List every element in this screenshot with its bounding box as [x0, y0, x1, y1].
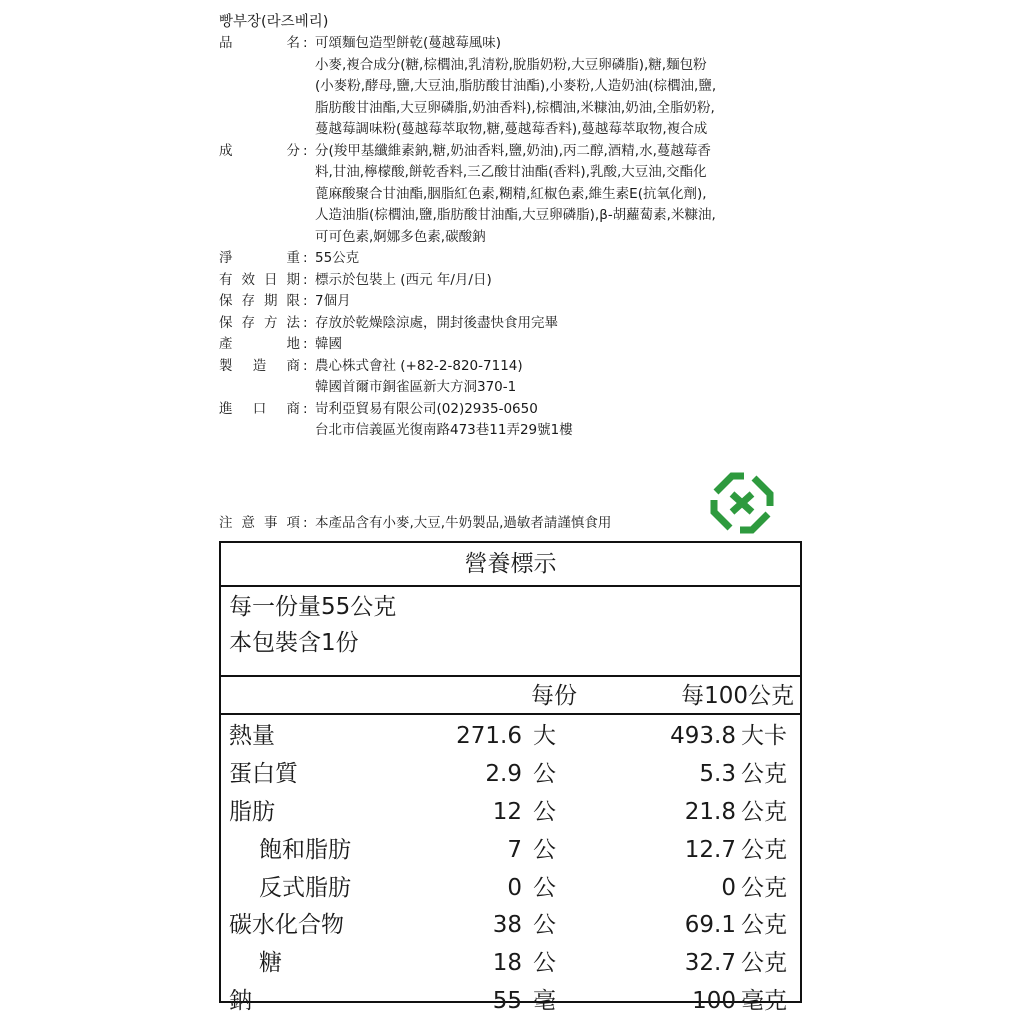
info-label	[219, 55, 300, 141]
per-100g-value: 5.3	[699, 760, 736, 787]
notice-label: 注 意 事 項	[219, 515, 300, 531]
info-value-line: 料,甘油,檸檬酸,餅乾香料,三乙酸甘油酯(香料),乳酸,大豆油,交酯化	[315, 164, 707, 180]
per-100g-value: 21.8	[684, 798, 736, 825]
info-label: 製 造 商	[219, 357, 300, 374]
info-row: 成 分 : 分(羧甲基纖維素鈉,糖,奶油香料,鹽,奶油),丙二醇,酒精,水,蔓越莓香 料,甘油,檸檬酸,餅乾香料,三乙酸甘油酯(香料),乳酸,大豆油,交酯化 蓖麻酸聚合甘油酯,胭脂紅色素,糊精,紅椒色素,維生素E(抗氧化劑), 人造油脂(棕櫚油,鹽,脂肪酸甘油酯,大豆卵磷脂),β-胡蘿蔔素,米糠油, 可可色素,婀娜多色素,碳酸鈉	[219, 141, 819, 249]
per-100g-value: 12.7	[684, 836, 736, 863]
per-serving-unit: 毫	[533, 988, 556, 1015]
per-100g-value: 32.7	[684, 950, 736, 977]
info-row: 產 地 : 韓國	[219, 334, 819, 356]
per-serving-unit: 公	[533, 798, 556, 825]
per-serving-value: 18	[492, 950, 522, 977]
info-value-line: 小麥,複合成分(糖,棕櫚油,乳清粉,脫脂奶粉,大豆卵磷脂),糖,麵包粉	[315, 56, 707, 73]
nutrient-name: 飽和脂肪	[259, 836, 351, 863]
per-serving-unit: 公	[533, 874, 556, 901]
info-rows	[219, 33, 819, 442]
nutrition-row	[221, 793, 800, 831]
per-serving-value: 7	[507, 836, 522, 863]
per-serving-value: 2.9	[485, 760, 522, 787]
servings-per-package: 本包裝含1份	[229, 630, 359, 656]
info-row: 有 效 日 期 : 標示於包裝上 (西元 年/月/日)	[219, 270, 819, 292]
col-per-100g: 每100公克	[681, 683, 794, 709]
info-value-line: 蔓越莓調味粉(蔓越莓萃取物,糖,蔓越莓香料),蔓越莓萃取物,複合成	[315, 121, 708, 137]
nutrition-facts-table	[219, 541, 802, 1015]
per-100g-value: 69.1	[684, 912, 736, 939]
product-korean-title: 빵부장(라즈베리)	[219, 14, 329, 30]
nutrition-row	[221, 717, 800, 755]
nutrient-name: 碳水化合物	[229, 912, 344, 939]
nutrition-row	[221, 755, 800, 793]
info-value-line: 脂肪酸甘油酯,大豆卵磷脂,奶油香料),棕櫚油,米糠油,奶油,全脂奶粉,	[315, 99, 715, 116]
info-value	[315, 141, 819, 249]
info-value	[315, 33, 819, 55]
nutrition-row	[221, 944, 800, 982]
info-row: 品 名 : 可頌麵包造型餅乾(蔓越莓風味)	[219, 33, 819, 55]
nutrition-title: 營養標示	[221, 543, 800, 587]
info-value-line: 可頌麵包造型餅乾(蔓越莓風味)	[315, 35, 502, 51]
info-value-line: 標示於包裝上 (西元 年/月/日)	[315, 271, 492, 288]
nutrition-row	[221, 982, 800, 1020]
info-value	[315, 313, 819, 335]
nutrient-name: 鈉	[229, 988, 252, 1015]
info-value-line: 農心株式會社 (+82-2-820-7114)	[315, 357, 523, 374]
product-info-block	[219, 12, 819, 442]
info-label: 進 口 商	[219, 400, 300, 417]
per-100g-value: 493.8	[670, 723, 736, 749]
per-serving-value: 38	[492, 912, 522, 939]
info-value-line: 55公克	[315, 250, 360, 266]
per-100g-unit: 毫克	[741, 988, 787, 1015]
per-serving-value: 12	[492, 798, 522, 825]
info-value	[315, 356, 819, 399]
info-row: 淨 重 : 55公克	[219, 248, 819, 270]
per-100g-unit: 公克	[741, 836, 787, 863]
per-100g-unit: 公克	[741, 760, 787, 787]
info-value	[315, 55, 819, 141]
per-100g-unit: 公克	[741, 798, 787, 825]
per-serving-value: 0	[507, 874, 522, 901]
info-value-line: 存放於乾燥陰涼處，開封後盡快食用完畢	[315, 314, 558, 331]
nutrient-name: 脂肪	[229, 798, 275, 825]
per-100g-value: 100	[692, 988, 736, 1015]
info-value	[315, 291, 819, 313]
info-row: 製 造 商 : 農心株式會社 (+82-2-820-7114) 韓國首爾市銅雀區新大方洞370-1	[219, 356, 819, 399]
col-per-serving: 每份	[531, 683, 577, 709]
serving-size: 每一份量55公克	[229, 594, 397, 620]
per-serving-unit: 公	[533, 760, 556, 787]
per-100g-value: 0	[721, 874, 736, 901]
info-value	[315, 399, 819, 442]
info-value-line: 可可色素,婀娜多色素,碳酸鈉	[315, 228, 486, 245]
info-label: 成 分	[219, 142, 300, 159]
per-serving-unit: 公	[533, 950, 556, 977]
per-serving-unit: 公	[533, 912, 556, 939]
nutrient-name: 糖	[259, 950, 282, 977]
nutrition-row	[221, 869, 800, 907]
info-label: 品 名	[219, 35, 300, 51]
info-row: 保 存 方 法 : 存放於乾燥陰涼處，開封後盡快食用完畢	[219, 313, 819, 335]
nutrition-rows	[221, 715, 800, 1020]
info-value-line: 蓖麻酸聚合甘油酯,胭脂紅色素,糊精,紅椒色素,維生素E(抗氧化劑),	[315, 185, 707, 202]
info-label: 保 存 方 法	[219, 314, 300, 331]
info-row: 進 口 商 : 岢利亞貿易有限公司(02)2935-0650 台北市信義區光復南路473巷11弄29號1樓	[219, 399, 819, 442]
per-100g-unit: 大卡	[741, 723, 787, 749]
per-serving-unit: 公	[533, 836, 556, 863]
allergy-notice: 注 意 事 項 : 本產品含有小麥,大豆,牛奶製品,過敏者請謹慎食用	[219, 513, 611, 534]
info-value	[315, 248, 819, 270]
info-value-line: 台北市信義區光復南路473巷11弄29號1樓	[315, 422, 573, 438]
info-value-line: (小麥粉,酵母,鹽,大豆油,脂肪酸甘油酯),小麥粉,人造奶油(棕櫚油,鹽,	[315, 78, 717, 94]
nutrient-name: 反式脂肪	[259, 874, 351, 901]
per-serving-value: 271.6	[456, 723, 522, 749]
recycle-icon	[710, 472, 774, 534]
info-value-line: 人造油脂(棕櫚油,鹽,脂肪酸甘油酯,大豆卵磷脂),β-胡蘿蔔素,米糠油,	[315, 207, 716, 223]
per-100g-unit: 公克	[741, 950, 787, 977]
info-label: 淨 重	[219, 250, 300, 266]
info-value-line: 韓國首爾市銅雀區新大方洞370-1	[315, 379, 517, 395]
per-serving-value: 55	[492, 988, 522, 1015]
info-value	[315, 270, 819, 292]
info-row	[219, 55, 819, 141]
nutrient-name: 熱量	[229, 723, 275, 749]
per-serving-unit: 大	[533, 723, 556, 749]
info-label: 產 地	[219, 336, 300, 352]
per-100g-unit: 公克	[741, 912, 787, 939]
serving-info	[221, 587, 800, 677]
info-label: 保 存 期 限	[219, 293, 300, 309]
info-row: 保 存 期 限 : 7個月	[219, 291, 819, 313]
info-label: 有 效 日 期	[219, 271, 300, 288]
nutrition-row	[221, 831, 800, 869]
info-value-line: 岢利亞貿易有限公司(02)2935-0650	[315, 400, 538, 417]
info-value-line: 分(羧甲基纖維素鈉,糖,奶油香料,鹽,奶油),丙二醇,酒精,水,蔓越莓香	[315, 142, 711, 159]
info-value	[315, 334, 819, 356]
info-value-line: 韓國	[315, 336, 342, 352]
nutrition-row	[221, 906, 800, 944]
per-100g-unit: 公克	[741, 874, 787, 901]
notice-text: 本產品含有小麥,大豆,牛奶製品,過敏者請謹慎食用	[315, 515, 612, 531]
nutrition-header-row	[221, 677, 800, 715]
nutrient-name: 蛋白質	[229, 760, 298, 787]
info-value-line: 7個月	[315, 293, 351, 309]
